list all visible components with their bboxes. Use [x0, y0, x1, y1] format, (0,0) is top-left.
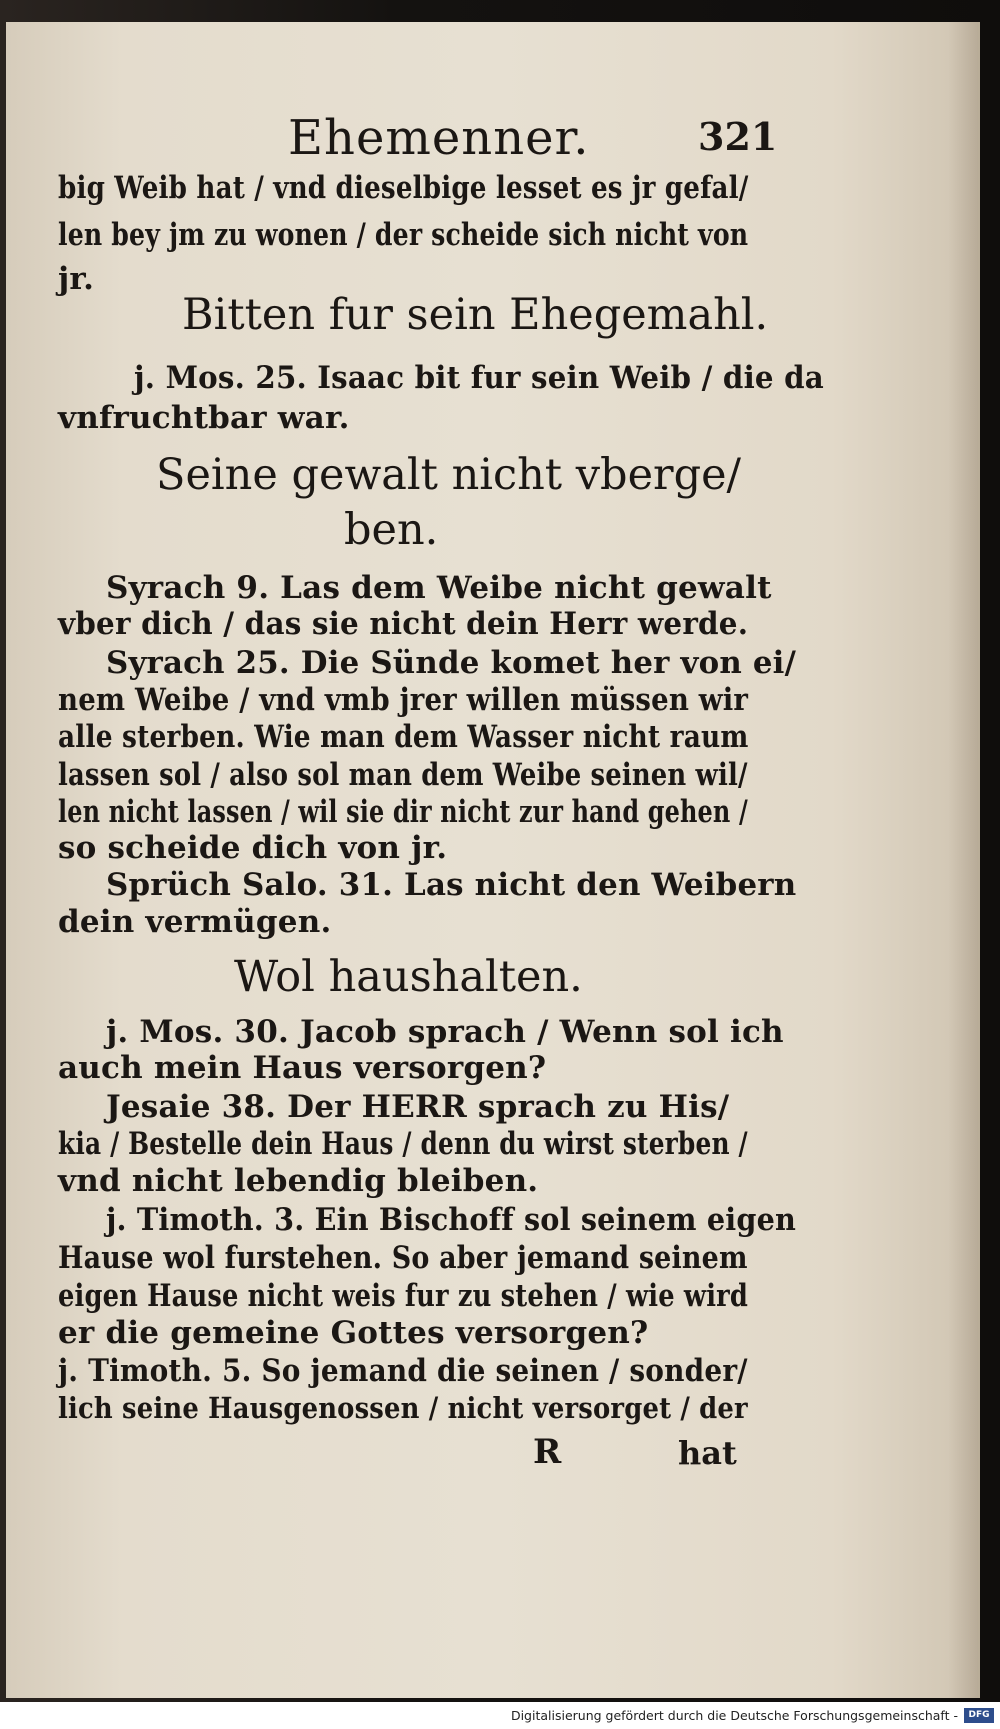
text-line: Hause wol furstehen. So aber jemand seinem	[58, 1240, 748, 1276]
text-line: vnfruchtbar war.	[58, 400, 350, 436]
page-number: 321	[698, 114, 778, 159]
text-line: kia / Bestelle dein Haus / denn du wirst sterben /	[58, 1126, 748, 1162]
text-line: j. Timoth. 3. Ein Bischoff sol seinem eigen	[106, 1202, 797, 1238]
text-line: jr.	[58, 261, 95, 297]
text-line: eigen Hause nicht weis fur zu stehen / wie wird	[58, 1278, 749, 1314]
text-line: lich seine Hausgenossen / nicht versorget / der	[58, 1391, 748, 1425]
text-line: Syrach 25. Die Sünde komet her von ei/	[106, 645, 797, 681]
text-line: nem Weibe / vnd vmb jrer willen müssen wir	[58, 682, 749, 718]
text-line: er die gemeine Gottes versorgen?	[58, 1315, 649, 1351]
book-page	[6, 22, 980, 1698]
text-line: vnd nicht lebendig bleiben.	[58, 1163, 539, 1199]
catchword: hat	[678, 1434, 737, 1472]
text-line: Sprüch Salo. 31. Las nicht den Weibern	[106, 867, 797, 903]
text-line: vber dich / das sie nicht dein Herr werde.	[58, 606, 749, 642]
text-line: Jesaie 38. Der HERR sprach zu His/	[106, 1089, 730, 1125]
text-line: len nicht lassen / wil sie dir nicht zur hand gehen /	[58, 794, 748, 830]
text-line: auch mein Haus versorgen?	[58, 1050, 547, 1086]
text-line: j. Mos. 30. Jacob sprach / Wenn sol ich	[106, 1014, 784, 1050]
text-line: big Weib hat / vnd dieselbige lesset es jr gefal/	[58, 170, 749, 206]
text-line: Syrach 9. Las dem Weibe nicht gewalt	[106, 570, 772, 606]
section-heading: Seine gewalt nicht vberge/	[156, 450, 742, 500]
section-heading: ben.	[344, 505, 439, 555]
section-heading: Bitten fur sein Ehegemahl.	[182, 290, 769, 340]
footer-bar	[0, 1702, 1000, 1729]
text-line: so scheide dich von jr.	[58, 830, 448, 866]
text-line: dein vermügen.	[58, 904, 332, 940]
running-head: Ehemenner.	[288, 110, 590, 166]
section-heading: Wol haushalten.	[234, 952, 583, 1002]
footer-credit: Digitalisierung gefördert durch die Deutsche Forschungsgemeinschaft -	[510, 1708, 958, 1723]
dfg-logo-icon: DFG	[964, 1708, 994, 1723]
text-line: alle sterben. Wie man dem Wasser nicht raum	[58, 719, 749, 755]
signature-mark: R	[533, 1432, 562, 1472]
text-line: j. Timoth. 5. So jemand die seinen / sonder/	[58, 1353, 748, 1389]
text-line: j. Mos. 25. Isaac bit fur sein Weib / die da	[134, 360, 824, 396]
text-line: len bey jm zu wonen / der scheide sich nicht von	[58, 217, 749, 253]
text-line: lassen sol / also sol man dem Weibe seinen wil/	[58, 757, 748, 793]
